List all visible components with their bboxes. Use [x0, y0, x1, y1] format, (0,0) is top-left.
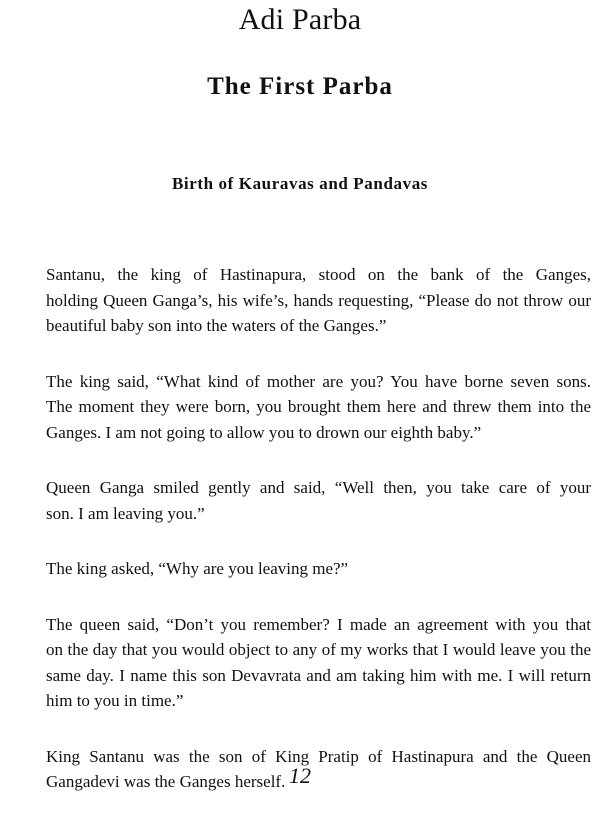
running-head: Adi Parba: [238, 3, 362, 36]
text-line: Santanu, the king of Hastinapura, stood on the bank of the Ganges,: [46, 265, 591, 284]
paragraph-5: [33, 612, 591, 714]
section-title: Birth of Kauravas and Pandavas: [171, 174, 429, 193]
text-line: Ganges. I am not going to allow you to drown our eighth baby.”: [46, 422, 482, 442]
text-line: King Santanu was the son of King Pratip of Hastinapura and the Queen: [46, 746, 591, 766]
text-line: holding Queen Ganga’s, his wife’s, hands requesting, “Please do not throw our: [46, 290, 591, 310]
text-line: same day. I name this son Devavrata and am taking him with me. I will return: [46, 665, 591, 685]
text-line: son. I am leaving you.”: [46, 503, 205, 523]
text-line: The queen said, “Don’t you remember? I made an agreement with you that: [46, 614, 591, 634]
paragraph-2: [33, 369, 591, 446]
text-line: him to you in time.”: [46, 691, 184, 710]
text-line: beautiful baby son into the waters of the Ganges.”: [46, 316, 387, 335]
paragraph-4: [33, 556, 591, 582]
text-line: on the day that you would object to any of my works that I would leave you the: [46, 640, 591, 659]
body-text: [33, 262, 591, 825]
paragraph-3: [33, 475, 591, 526]
paragraph-1: [33, 262, 591, 339]
text-line: The king asked, “Why are you leaving me?”: [46, 559, 349, 578]
chapter-title: The First Parba: [207, 73, 393, 100]
text-line: Gangadevi was the Ganges herself.: [46, 772, 286, 791]
text-line: The king said, “What kind of mother are you? You have borne seven sons.: [46, 371, 591, 391]
page-number: 12: [289, 763, 311, 788]
text-line: Queen Ganga smiled gently and said, “Well then, you take care of your: [46, 478, 591, 497]
text-line: The moment they were born, you brought them here and threw them into the: [46, 397, 591, 416]
